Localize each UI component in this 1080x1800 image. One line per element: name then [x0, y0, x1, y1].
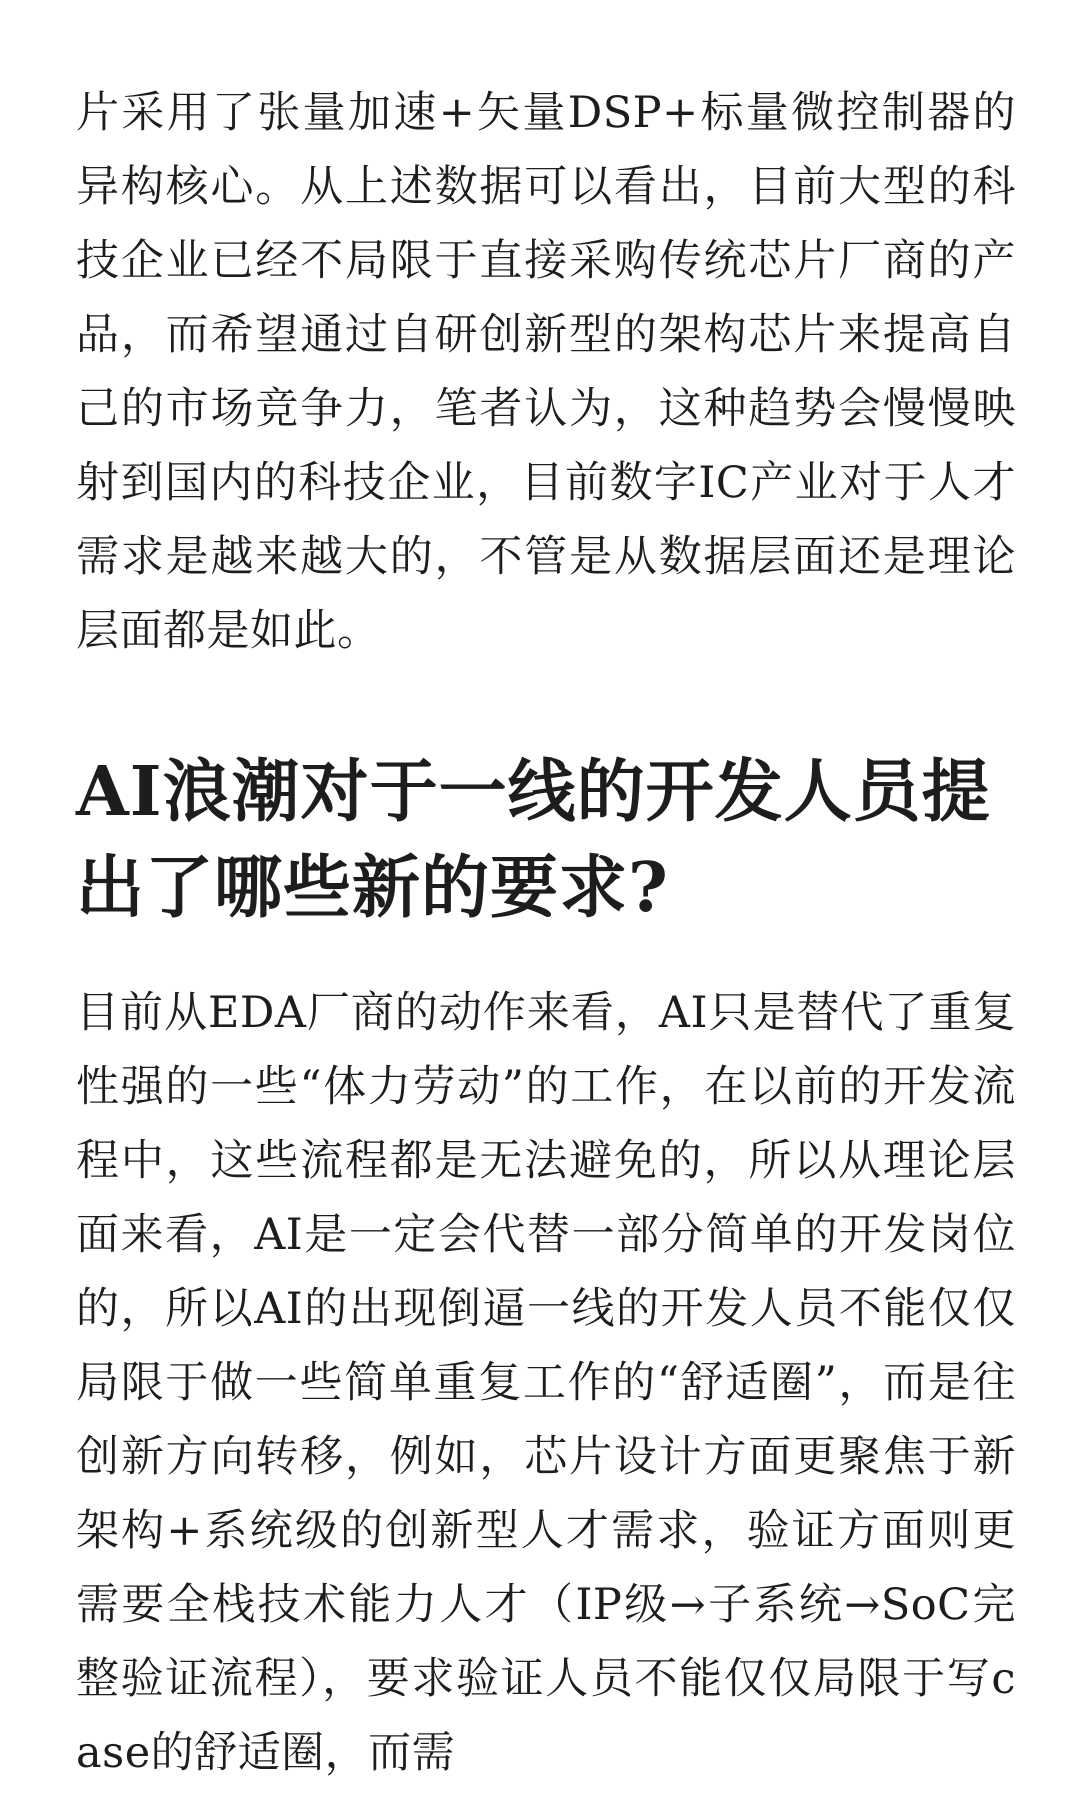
- paragraph-body: 目前从EDA厂商的动作来看，AI只是替代了重复性强的一些“体力劳动”的工作，在以前的开发流程中，这些流程都是无法避免的，所以从理论层面来看，AI是一定会代替一部分简单的开发岗位的，所以AI的出现倒逼一线的开发人员不能仅仅局限于做一些简单重复工作的“舒适圈”，而是往创新方向转移，例如，芯片设计方面更聚焦于新架构+系统级的创新型人才需求，验证方面则更需要全栈技术能力人才（IP级→子系统→SoC完整验证流程），要求验证人员不能仅仅局限于写case的舒适圈，而需: [76, 988, 1016, 1778]
- paragraph-intro: 片采用了张量加速+矢量DSP+标量微控制器的异构核心。从上述数据可以看出，目前大型的科技企业已经不局限于直接采购传统芯片厂商的产品，而希望通过自研创新型的架构芯片来提高自己的市场竞争力，笔者认为，这种趋势会慢慢映射到国内的科技企业，目前数字IC产业对于人才需求是越来越大的，不管是从数据层面还是理论层面都是如此。: [76, 88, 1016, 656]
- section-heading: AI浪潮对于一线的开发人员提出了哪些新的要求?: [76, 752, 991, 928]
